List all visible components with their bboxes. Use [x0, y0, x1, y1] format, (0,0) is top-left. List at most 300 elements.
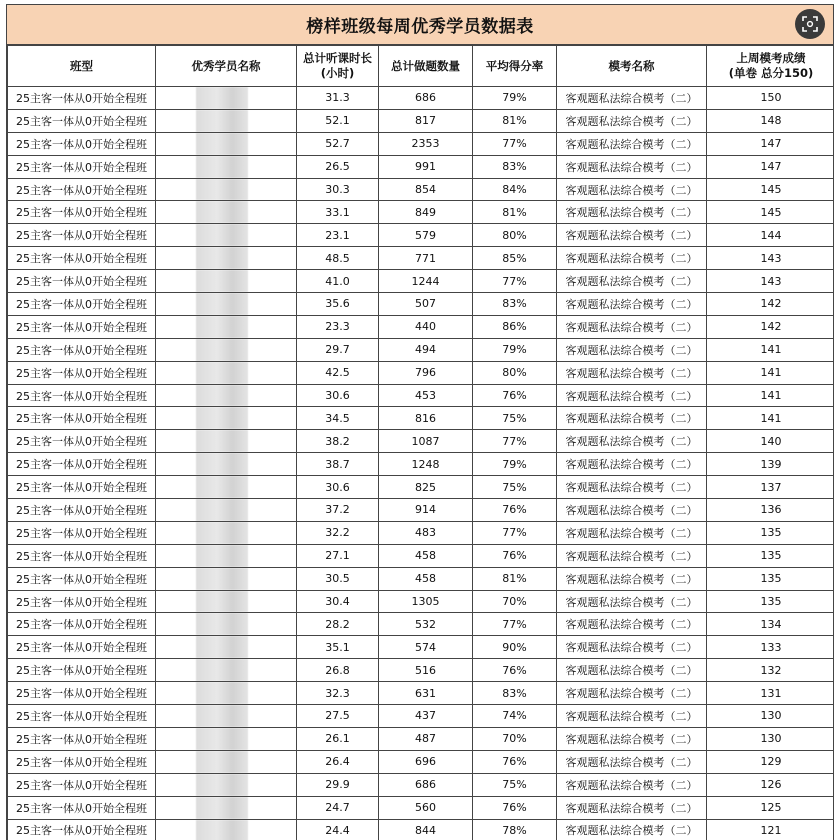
cell-hours: 27.1: [297, 544, 379, 567]
cell-avg-score: 77%: [473, 613, 557, 636]
cell-class-type: 25主客一体从0开始全程班: [8, 361, 156, 384]
cell-student-name: [156, 590, 297, 613]
cell-exam-name: 客观题私法综合模考（二）: [557, 476, 707, 499]
cell-last-score: 143: [707, 247, 835, 270]
cell-last-score: 139: [707, 453, 835, 476]
cell-hours: 24.4: [297, 819, 379, 840]
table-row: [8, 270, 835, 293]
cell-questions: 440: [379, 315, 473, 338]
cell-class-type: 25主客一体从0开始全程班: [8, 819, 156, 840]
cell-last-score: 148: [707, 109, 835, 132]
cell-student-name: [156, 109, 297, 132]
cell-hours: 52.1: [297, 109, 379, 132]
header-hours-line1: 总计听课时长: [303, 51, 372, 65]
cell-class-type: 25主客一体从0开始全程班: [8, 499, 156, 522]
cell-last-score: 135: [707, 521, 835, 544]
table-row: [8, 384, 835, 407]
cell-student-name: [156, 201, 297, 224]
cell-exam-name: 客观题私法综合模考（二）: [557, 705, 707, 728]
cell-avg-score: 76%: [473, 750, 557, 773]
cell-hours: 26.4: [297, 750, 379, 773]
cell-class-type: 25主客一体从0开始全程班: [8, 293, 156, 316]
cell-questions: 494: [379, 338, 473, 361]
cell-avg-score: 75%: [473, 476, 557, 499]
cell-student-name: [156, 727, 297, 750]
cell-avg-score: 90%: [473, 636, 557, 659]
cell-last-score: 147: [707, 155, 835, 178]
table-row: [8, 224, 835, 247]
cell-hours: 32.2: [297, 521, 379, 544]
cell-class-type: 25主客一体从0开始全程班: [8, 132, 156, 155]
cell-exam-name: 客观题私法综合模考（二）: [557, 453, 707, 476]
cell-student-name: [156, 407, 297, 430]
cell-class-type: 25主客一体从0开始全程班: [8, 567, 156, 590]
cell-last-score: 129: [707, 750, 835, 773]
cell-exam-name: 客观题私法综合模考（二）: [557, 727, 707, 750]
cell-class-type: 25主客一体从0开始全程班: [8, 109, 156, 132]
table-row: [8, 567, 835, 590]
name-redaction-mosaic: [196, 453, 248, 475]
table-row: [8, 590, 835, 613]
cell-student-name: [156, 567, 297, 590]
cell-last-score: 133: [707, 636, 835, 659]
cell-hours: 29.9: [297, 773, 379, 796]
cell-questions: 914: [379, 499, 473, 522]
cell-last-score: 130: [707, 705, 835, 728]
cell-exam-name: 客观题私法综合模考（二）: [557, 109, 707, 132]
cell-class-type: 25主客一体从0开始全程班: [8, 796, 156, 819]
cell-class-type: 25主客一体从0开始全程班: [8, 315, 156, 338]
cell-hours: 23.1: [297, 224, 379, 247]
name-redaction-mosaic: [196, 224, 248, 246]
cell-last-score: 142: [707, 315, 835, 338]
cell-student-name: [156, 796, 297, 819]
title-bar: [7, 5, 833, 45]
cell-student-name: [156, 155, 297, 178]
table-row: [8, 87, 835, 110]
cell-class-type: 25主客一体从0开始全程班: [8, 750, 156, 773]
cell-student-name: [156, 750, 297, 773]
cell-hours: 35.1: [297, 636, 379, 659]
cell-student-name: [156, 659, 297, 682]
cell-class-type: 25主客一体从0开始全程班: [8, 87, 156, 110]
name-redaction-mosaic: [196, 659, 248, 681]
cell-student-name: [156, 247, 297, 270]
header-row: [8, 46, 835, 87]
cell-class-type: 25主客一体从0开始全程班: [8, 247, 156, 270]
cell-student-name: [156, 178, 297, 201]
cell-last-score: 136: [707, 499, 835, 522]
cell-student-name: [156, 315, 297, 338]
name-redaction-mosaic: [196, 362, 248, 384]
cell-hours: 35.6: [297, 293, 379, 316]
cell-avg-score: 81%: [473, 201, 557, 224]
cell-student-name: [156, 293, 297, 316]
cell-questions: 532: [379, 613, 473, 636]
cell-questions: 849: [379, 201, 473, 224]
cell-class-type: 25主客一体从0开始全程班: [8, 270, 156, 293]
cell-class-type: 25主客一体从0开始全程班: [8, 682, 156, 705]
cell-hours: 28.2: [297, 613, 379, 636]
cell-avg-score: 81%: [473, 109, 557, 132]
cell-class-type: 25主客一体从0开始全程班: [8, 727, 156, 750]
cell-exam-name: 客观题私法综合模考（二）: [557, 338, 707, 361]
cell-last-score: 130: [707, 727, 835, 750]
cell-exam-name: 客观题私法综合模考（二）: [557, 750, 707, 773]
cell-avg-score: 84%: [473, 178, 557, 201]
cell-avg-score: 70%: [473, 727, 557, 750]
cell-hours: 30.5: [297, 567, 379, 590]
cell-avg-score: 79%: [473, 338, 557, 361]
name-redaction-mosaic: [196, 339, 248, 361]
cell-student-name: [156, 384, 297, 407]
cell-questions: 696: [379, 750, 473, 773]
cell-avg-score: 76%: [473, 384, 557, 407]
cell-class-type: 25主客一体从0开始全程班: [8, 384, 156, 407]
table-body: [8, 87, 835, 840]
cell-avg-score: 75%: [473, 407, 557, 430]
cell-student-name: [156, 819, 297, 840]
cell-exam-name: 客观题私法综合模考（二）: [557, 430, 707, 453]
header-class-type: 班型: [8, 46, 156, 87]
cell-last-score: 141: [707, 384, 835, 407]
cell-last-score: 144: [707, 224, 835, 247]
cell-avg-score: 77%: [473, 270, 557, 293]
cell-avg-score: 86%: [473, 315, 557, 338]
cell-avg-score: 83%: [473, 682, 557, 705]
cell-last-score: 140: [707, 430, 835, 453]
name-redaction-mosaic: [196, 133, 248, 155]
cell-exam-name: 客观题私法综合模考（二）: [557, 613, 707, 636]
table-row: [8, 293, 835, 316]
cell-exam-name: 客观题私法综合模考（二）: [557, 155, 707, 178]
cell-exam-name: 客观题私法综合模考（二）: [557, 361, 707, 384]
cell-questions: 458: [379, 567, 473, 590]
cell-class-type: 25主客一体从0开始全程班: [8, 178, 156, 201]
name-redaction-mosaic: [196, 591, 248, 613]
screenshot-button[interactable]: [795, 9, 825, 39]
name-redaction-mosaic: [196, 201, 248, 223]
header-last-score-line2: (单卷 总分150): [728, 66, 814, 80]
name-redaction-mosaic: [196, 682, 248, 704]
cell-questions: 507: [379, 293, 473, 316]
cell-avg-score: 85%: [473, 247, 557, 270]
cell-hours: 37.2: [297, 499, 379, 522]
cell-class-type: 25主客一体从0开始全程班: [8, 430, 156, 453]
cell-questions: 2353: [379, 132, 473, 155]
cell-class-type: 25主客一体从0开始全程班: [8, 521, 156, 544]
cell-questions: 458: [379, 544, 473, 567]
cell-hours: 38.7: [297, 453, 379, 476]
table-row: [8, 132, 835, 155]
name-redaction-mosaic: [196, 613, 248, 635]
students-table: [7, 45, 834, 840]
cell-exam-name: 客观题私法综合模考（二）: [557, 499, 707, 522]
cell-student-name: [156, 499, 297, 522]
cell-last-score: 135: [707, 567, 835, 590]
table-row: [8, 705, 835, 728]
cell-hours: 52.7: [297, 132, 379, 155]
name-redaction-mosaic: [196, 705, 248, 727]
cell-exam-name: 客观题私法综合模考（二）: [557, 384, 707, 407]
data-table-document: [6, 4, 834, 840]
cell-hours: 26.5: [297, 155, 379, 178]
table-row: [8, 659, 835, 682]
cell-student-name: [156, 361, 297, 384]
cell-questions: 1305: [379, 590, 473, 613]
cell-student-name: [156, 682, 297, 705]
cell-class-type: 25主客一体从0开始全程班: [8, 453, 156, 476]
cell-avg-score: 77%: [473, 521, 557, 544]
table-row: [8, 476, 835, 499]
cell-hours: 30.6: [297, 384, 379, 407]
cell-questions: 437: [379, 705, 473, 728]
cell-questions: 817: [379, 109, 473, 132]
cell-questions: 487: [379, 727, 473, 750]
cell-exam-name: 客观题私法综合模考（二）: [557, 315, 707, 338]
page-title: 榜样班级每周优秀学员数据表: [306, 17, 534, 37]
cell-last-score: 126: [707, 773, 835, 796]
name-redaction-mosaic: [196, 407, 248, 429]
table-row: [8, 636, 835, 659]
cell-student-name: [156, 132, 297, 155]
cell-exam-name: 客观题私法综合模考（二）: [557, 201, 707, 224]
cell-last-score: 150: [707, 87, 835, 110]
cell-avg-score: 78%: [473, 819, 557, 840]
cell-hours: 34.5: [297, 407, 379, 430]
cell-student-name: [156, 270, 297, 293]
cell-exam-name: 客观题私法综合模考（二）: [557, 224, 707, 247]
cell-hours: 29.7: [297, 338, 379, 361]
name-redaction-mosaic: [196, 247, 248, 269]
cell-avg-score: 70%: [473, 590, 557, 613]
cell-last-score: 141: [707, 361, 835, 384]
table-row: [8, 773, 835, 796]
cell-avg-score: 74%: [473, 705, 557, 728]
cell-hours: 32.3: [297, 682, 379, 705]
cell-exam-name: 客观题私法综合模考（二）: [557, 407, 707, 430]
cell-questions: 560: [379, 796, 473, 819]
header-questions: 总计做题数量: [379, 46, 473, 87]
cell-last-score: 141: [707, 407, 835, 430]
cell-questions: 816: [379, 407, 473, 430]
cell-last-score: 125: [707, 796, 835, 819]
cell-student-name: [156, 224, 297, 247]
name-redaction-mosaic: [196, 797, 248, 819]
cell-avg-score: 81%: [473, 567, 557, 590]
cell-last-score: 147: [707, 132, 835, 155]
header-hours: [297, 46, 379, 87]
cell-exam-name: 客观题私法综合模考（二）: [557, 773, 707, 796]
cell-exam-name: 客观题私法综合模考（二）: [557, 521, 707, 544]
cell-exam-name: 客观题私法综合模考（二）: [557, 132, 707, 155]
name-redaction-mosaic: [196, 820, 248, 840]
name-redaction-mosaic: [196, 751, 248, 773]
name-redaction-mosaic: [196, 522, 248, 544]
name-redaction-mosaic: [196, 179, 248, 201]
table-row: [8, 613, 835, 636]
cell-hours: 24.7: [297, 796, 379, 819]
cell-student-name: [156, 636, 297, 659]
screenshot-icon: [802, 16, 818, 32]
table-row: [8, 247, 835, 270]
cell-exam-name: 客观题私法综合模考（二）: [557, 819, 707, 840]
cell-questions: 631: [379, 682, 473, 705]
cell-student-name: [156, 773, 297, 796]
header-student-name: 优秀学员名称: [156, 46, 297, 87]
cell-questions: 844: [379, 819, 473, 840]
table-row: [8, 430, 835, 453]
cell-questions: 1244: [379, 270, 473, 293]
cell-class-type: 25主客一体从0开始全程班: [8, 636, 156, 659]
cell-hours: 31.3: [297, 87, 379, 110]
cell-hours: 41.0: [297, 270, 379, 293]
cell-exam-name: 客观题私法综合模考（二）: [557, 293, 707, 316]
table-row: [8, 796, 835, 819]
cell-exam-name: 客观题私法综合模考（二）: [557, 567, 707, 590]
cell-student-name: [156, 544, 297, 567]
cell-last-score: 135: [707, 544, 835, 567]
name-redaction-mosaic: [196, 476, 248, 498]
cell-last-score: 121: [707, 819, 835, 840]
table-row: [8, 819, 835, 840]
cell-exam-name: 客观题私法综合模考（二）: [557, 87, 707, 110]
table-row: [8, 750, 835, 773]
cell-student-name: [156, 87, 297, 110]
cell-avg-score: 80%: [473, 361, 557, 384]
header-last-score-line1: 上周模考成绩: [736, 51, 806, 65]
cell-class-type: 25主客一体从0开始全程班: [8, 476, 156, 499]
cell-questions: 579: [379, 224, 473, 247]
cell-questions: 1248: [379, 453, 473, 476]
cell-hours: 30.6: [297, 476, 379, 499]
name-redaction-mosaic: [196, 728, 248, 750]
table-row: [8, 499, 835, 522]
header-last-score: [707, 46, 835, 87]
cell-questions: 516: [379, 659, 473, 682]
cell-avg-score: 83%: [473, 293, 557, 316]
cell-questions: 574: [379, 636, 473, 659]
table-row: [8, 109, 835, 132]
table-row: [8, 155, 835, 178]
cell-hours: 23.3: [297, 315, 379, 338]
header-avg-score: 平均得分率: [473, 46, 557, 87]
cell-hours: 27.5: [297, 705, 379, 728]
name-redaction-mosaic: [196, 499, 248, 521]
name-redaction-mosaic: [196, 87, 248, 109]
cell-questions: 686: [379, 773, 473, 796]
cell-hours: 42.5: [297, 361, 379, 384]
table-row: [8, 338, 835, 361]
cell-hours: 30.3: [297, 178, 379, 201]
cell-questions: 483: [379, 521, 473, 544]
header-exam-name: 模考名称: [557, 46, 707, 87]
cell-avg-score: 76%: [473, 499, 557, 522]
table-row: [8, 361, 835, 384]
cell-avg-score: 75%: [473, 773, 557, 796]
cell-questions: 796: [379, 361, 473, 384]
cell-questions: 825: [379, 476, 473, 499]
cell-class-type: 25主客一体从0开始全程班: [8, 613, 156, 636]
table-row: [8, 407, 835, 430]
cell-questions: 771: [379, 247, 473, 270]
cell-last-score: 135: [707, 590, 835, 613]
cell-exam-name: 客观题私法综合模考（二）: [557, 247, 707, 270]
cell-last-score: 142: [707, 293, 835, 316]
cell-last-score: 145: [707, 178, 835, 201]
cell-exam-name: 客观题私法综合模考（二）: [557, 178, 707, 201]
cell-avg-score: 76%: [473, 544, 557, 567]
header-hours-line2: (小时): [320, 66, 355, 80]
cell-last-score: 132: [707, 659, 835, 682]
cell-avg-score: 83%: [473, 155, 557, 178]
table-row: [8, 727, 835, 750]
cell-exam-name: 客观题私法综合模考（二）: [557, 544, 707, 567]
cell-class-type: 25主客一体从0开始全程班: [8, 155, 156, 178]
name-redaction-mosaic: [196, 316, 248, 338]
cell-exam-name: 客观题私法综合模考（二）: [557, 682, 707, 705]
cell-student-name: [156, 613, 297, 636]
cell-exam-name: 客观题私法综合模考（二）: [557, 796, 707, 819]
cell-class-type: 25主客一体从0开始全程班: [8, 590, 156, 613]
table-row: [8, 178, 835, 201]
cell-exam-name: 客观题私法综合模考（二）: [557, 636, 707, 659]
cell-last-score: 134: [707, 613, 835, 636]
table-row: [8, 521, 835, 544]
cell-questions: 854: [379, 178, 473, 201]
table-row: [8, 201, 835, 224]
cell-class-type: 25主客一体从0开始全程班: [8, 659, 156, 682]
cell-hours: 26.8: [297, 659, 379, 682]
cell-questions: 453: [379, 384, 473, 407]
table-row: [8, 315, 835, 338]
cell-class-type: 25主客一体从0开始全程班: [8, 224, 156, 247]
cell-class-type: 25主客一体从0开始全程班: [8, 338, 156, 361]
cell-hours: 48.5: [297, 247, 379, 270]
cell-questions: 686: [379, 87, 473, 110]
name-redaction-mosaic: [196, 545, 248, 567]
table-row: [8, 453, 835, 476]
cell-last-score: 145: [707, 201, 835, 224]
name-redaction-mosaic: [196, 385, 248, 407]
cell-class-type: 25主客一体从0开始全程班: [8, 773, 156, 796]
cell-class-type: 25主客一体从0开始全程班: [8, 705, 156, 728]
cell-student-name: [156, 338, 297, 361]
cell-last-score: 137: [707, 476, 835, 499]
cell-avg-score: 80%: [473, 224, 557, 247]
cell-avg-score: 76%: [473, 659, 557, 682]
cell-student-name: [156, 453, 297, 476]
name-redaction-mosaic: [196, 270, 248, 292]
name-redaction-mosaic: [196, 110, 248, 132]
cell-questions: 1087: [379, 430, 473, 453]
cell-questions: 991: [379, 155, 473, 178]
cell-exam-name: 客观题私法综合模考（二）: [557, 590, 707, 613]
cell-student-name: [156, 521, 297, 544]
cell-exam-name: 客观题私法综合模考（二）: [557, 659, 707, 682]
cell-hours: 30.4: [297, 590, 379, 613]
cell-student-name: [156, 430, 297, 453]
cell-hours: 38.2: [297, 430, 379, 453]
cell-student-name: [156, 476, 297, 499]
cell-avg-score: 79%: [473, 87, 557, 110]
cell-class-type: 25主客一体从0开始全程班: [8, 407, 156, 430]
cell-class-type: 25主客一体从0开始全程班: [8, 201, 156, 224]
table-row: [8, 682, 835, 705]
name-redaction-mosaic: [196, 568, 248, 590]
cell-last-score: 143: [707, 270, 835, 293]
cell-avg-score: 77%: [473, 430, 557, 453]
